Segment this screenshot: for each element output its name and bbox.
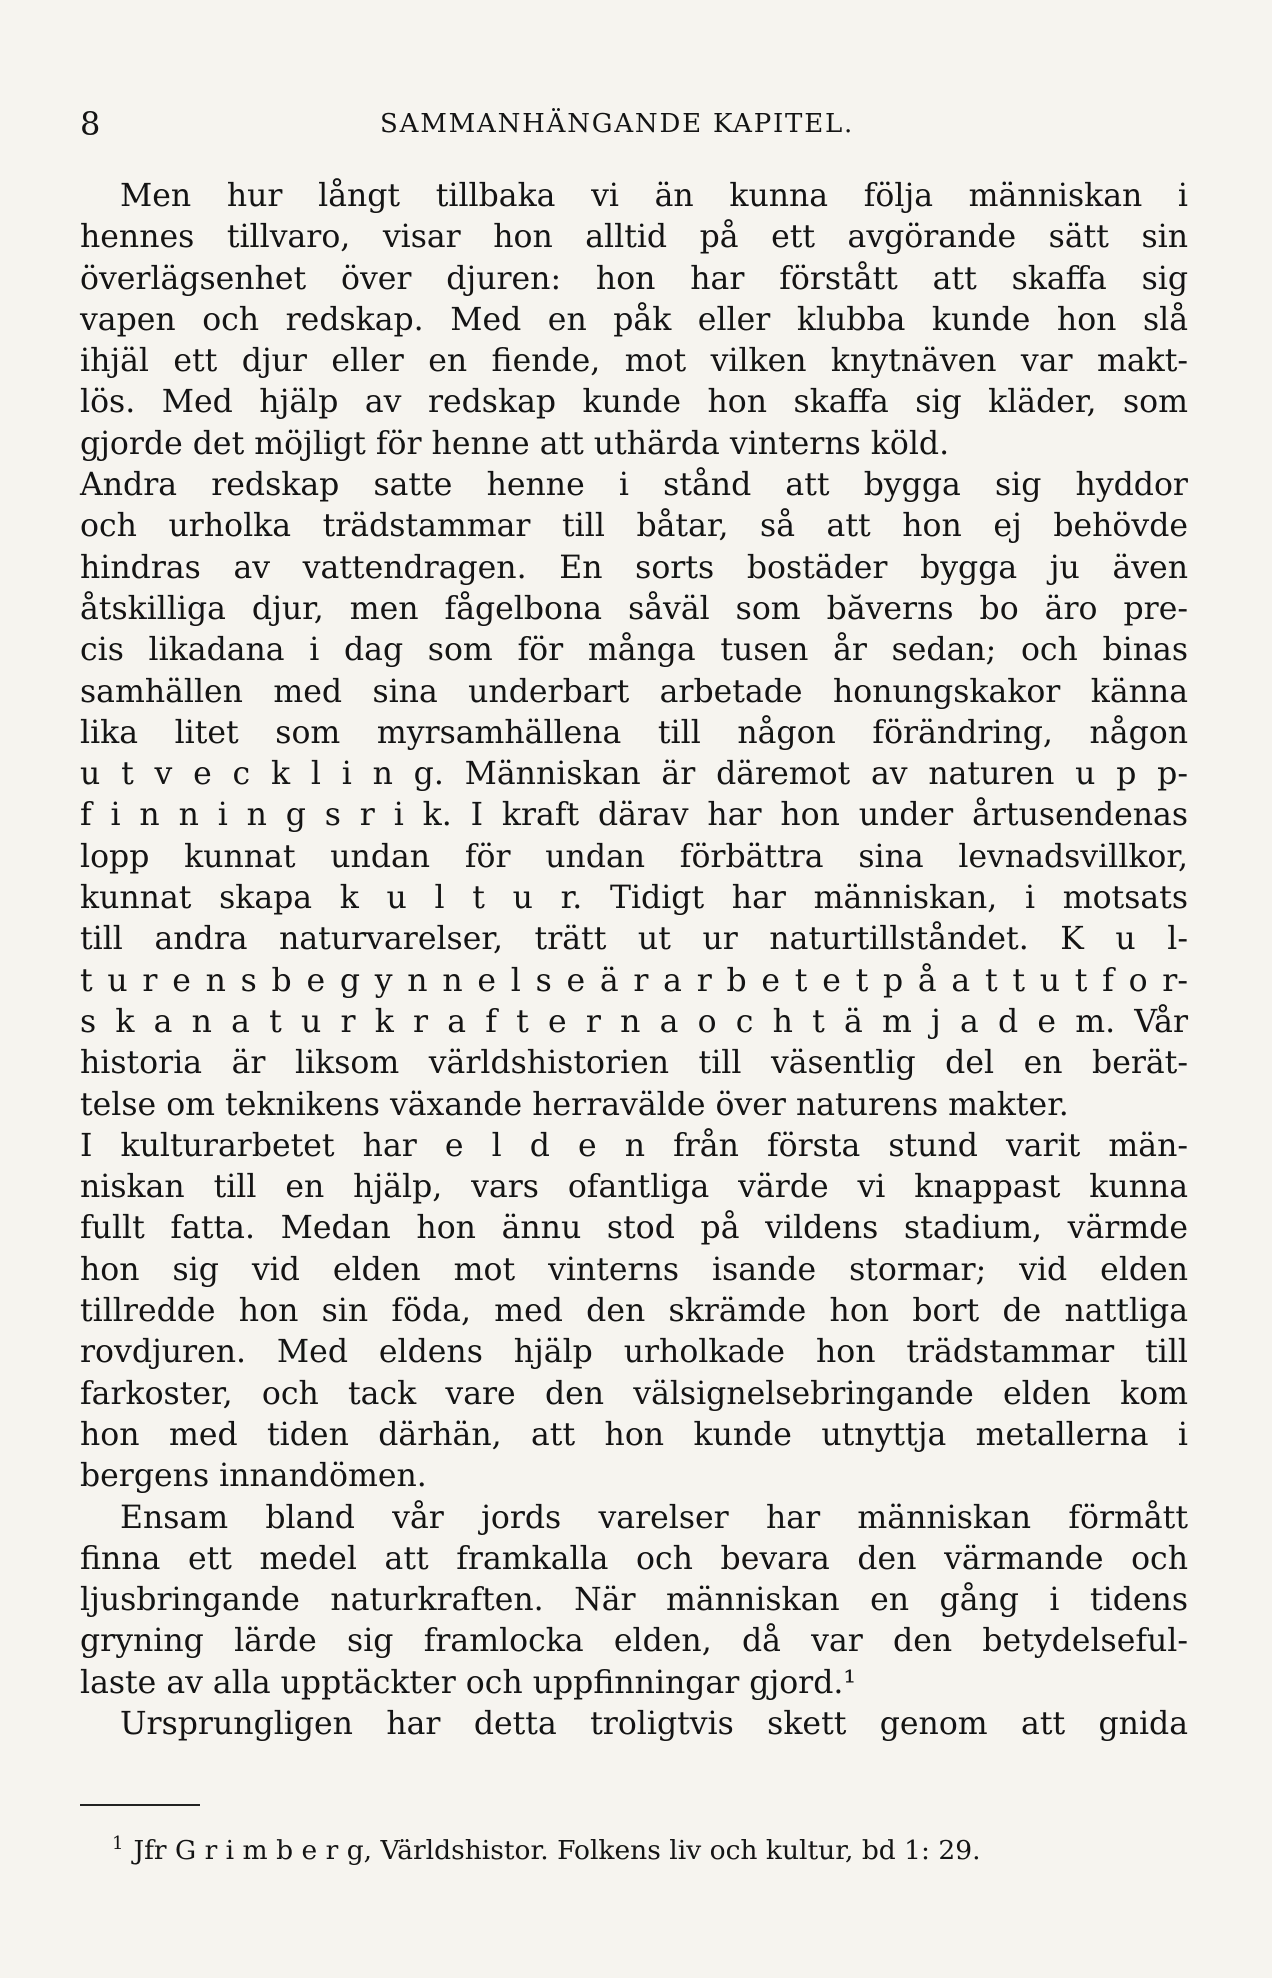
text-line: gjorde det möjligt för henne att uthärda vinterns köld.	[80, 425, 950, 462]
text-line: hindras av vattendragen. En sorts bostäder bygga ju även	[80, 549, 1188, 586]
text-line: hennes tillvaro, visar hon alltid på ett avgörande sätt sin	[80, 219, 1188, 256]
page-number: 8	[80, 105, 101, 143]
body-text	[80, 176, 1188, 1745]
text-line: och urholka trädstammar till båtar, så att hon ej behövde	[80, 508, 1188, 545]
text-line: f i n n i n g s r i k. I kraft därav har hon under årtusendenas	[80, 797, 1188, 834]
text-line: Ursprungligen har detta troligtvis skett genom att gnida	[120, 1705, 1188, 1742]
text-line: lopp kunnat undan för undan förbättra sina levnadsvillkor,	[80, 838, 1188, 875]
running-head: SAMMANHÄNGANDE KAPITEL.	[380, 109, 855, 139]
footnote-text: Jfr G r i m b e r g, Världshistor. Folkens liv och kultur, bd 1: 29.	[133, 1834, 981, 1866]
text-line: tillredde hon sin föda, med den skrämde hon bort de nattliga	[80, 1293, 1188, 1330]
text-line: lika litet som myrsamhällena till någon förändring, någon	[80, 714, 1188, 751]
text-line: cis likadana i dag som för många tusen år sedan; och binas	[80, 632, 1188, 669]
text-line: niskan till en hjälp, vars ofantliga värde vi knappast kunna	[80, 1169, 1188, 1206]
text-line: Andra redskap satte henne i stånd att bygga sig hyddor	[80, 467, 1188, 504]
text-line: I kulturarbetet har e l d e n från första stund varit män-	[80, 1127, 1188, 1164]
text-line: fullt fatta. Medan hon ännu stod på vildens stadium, värmde	[80, 1210, 1188, 1247]
text-line: telse om teknikens växande herravälde över naturens makter.	[80, 1086, 1069, 1123]
footnote-divider	[80, 1804, 200, 1806]
text-line: åtskilliga djur, men fågelbona såväl som băverns bo äro pre-	[80, 590, 1188, 627]
text-line: laste av alla upptäckter och uppfinningar gjord.¹	[80, 1664, 857, 1701]
text-line: farkoster, och tack vare den välsignelsebringande elden kom	[80, 1375, 1188, 1412]
text-line: u t v e c k l i n g. Människan är däremot av naturen u p p-	[80, 756, 1188, 793]
text-line: t u r e n s b e g y n n e l s e ä r a r b e t e t p å a t t u t f o r-	[80, 962, 1188, 999]
text-line: hon sig vid elden mot vinterns isande stormar; vid elden	[80, 1251, 1188, 1288]
text-line: historia är liksom världshistorien till väsentlig del en berät-	[80, 1045, 1188, 1082]
text-line: bergens innandömen.	[80, 1458, 427, 1495]
text-line: till andra naturvarelser, trätt ut ur naturtillståndet. K u l-	[80, 921, 1188, 958]
text-line: överlägsenhet över djuren: hon har förstått att skaffa sig	[80, 260, 1188, 297]
footnote	[112, 1826, 1188, 1869]
page-header	[80, 104, 1188, 144]
text-line: samhällen med sina underbart arbetade honungskakor känna	[80, 673, 1188, 710]
text-line: s k a n a t u r k r a f t e r n a o c h t ä m j a d e m. Vår	[80, 1003, 1188, 1040]
text-line: kunnat skapa k u l t u r. Tidigt har människan, i motsats	[80, 880, 1188, 917]
text-line: Ensam bland vår jords varelser har människan förmått	[120, 1499, 1188, 1536]
footnote-marker: 1	[112, 1833, 124, 1854]
text-line: gryning lärde sig framlocka elden, då var den betydelseful-	[80, 1623, 1188, 1660]
text-line: rovdjuren. Med eldens hjälp urholkade hon trädstammar till	[80, 1334, 1188, 1371]
text-line: ljusbringande naturkraften. När människan en gång i tidens	[80, 1582, 1188, 1619]
text-line: ihjäl ett djur eller en fiende, mot vilken knytnäven var makt-	[80, 343, 1188, 380]
text-line: vapen och redskap. Med en påk eller klubba kunde hon slå	[80, 301, 1188, 338]
text-line: finna ett medel att framkalla och bevara den värmande och	[80, 1540, 1188, 1577]
text-line: lös. Med hjälp av redskap kunde hon skaffa sig kläder, som	[80, 384, 1188, 421]
text-line: hon med tiden därhän, att hon kunde utnyttja metallerna i	[80, 1416, 1188, 1453]
text-line: Men hur långt tillbaka vi än kunna följa människan i	[120, 178, 1188, 214]
